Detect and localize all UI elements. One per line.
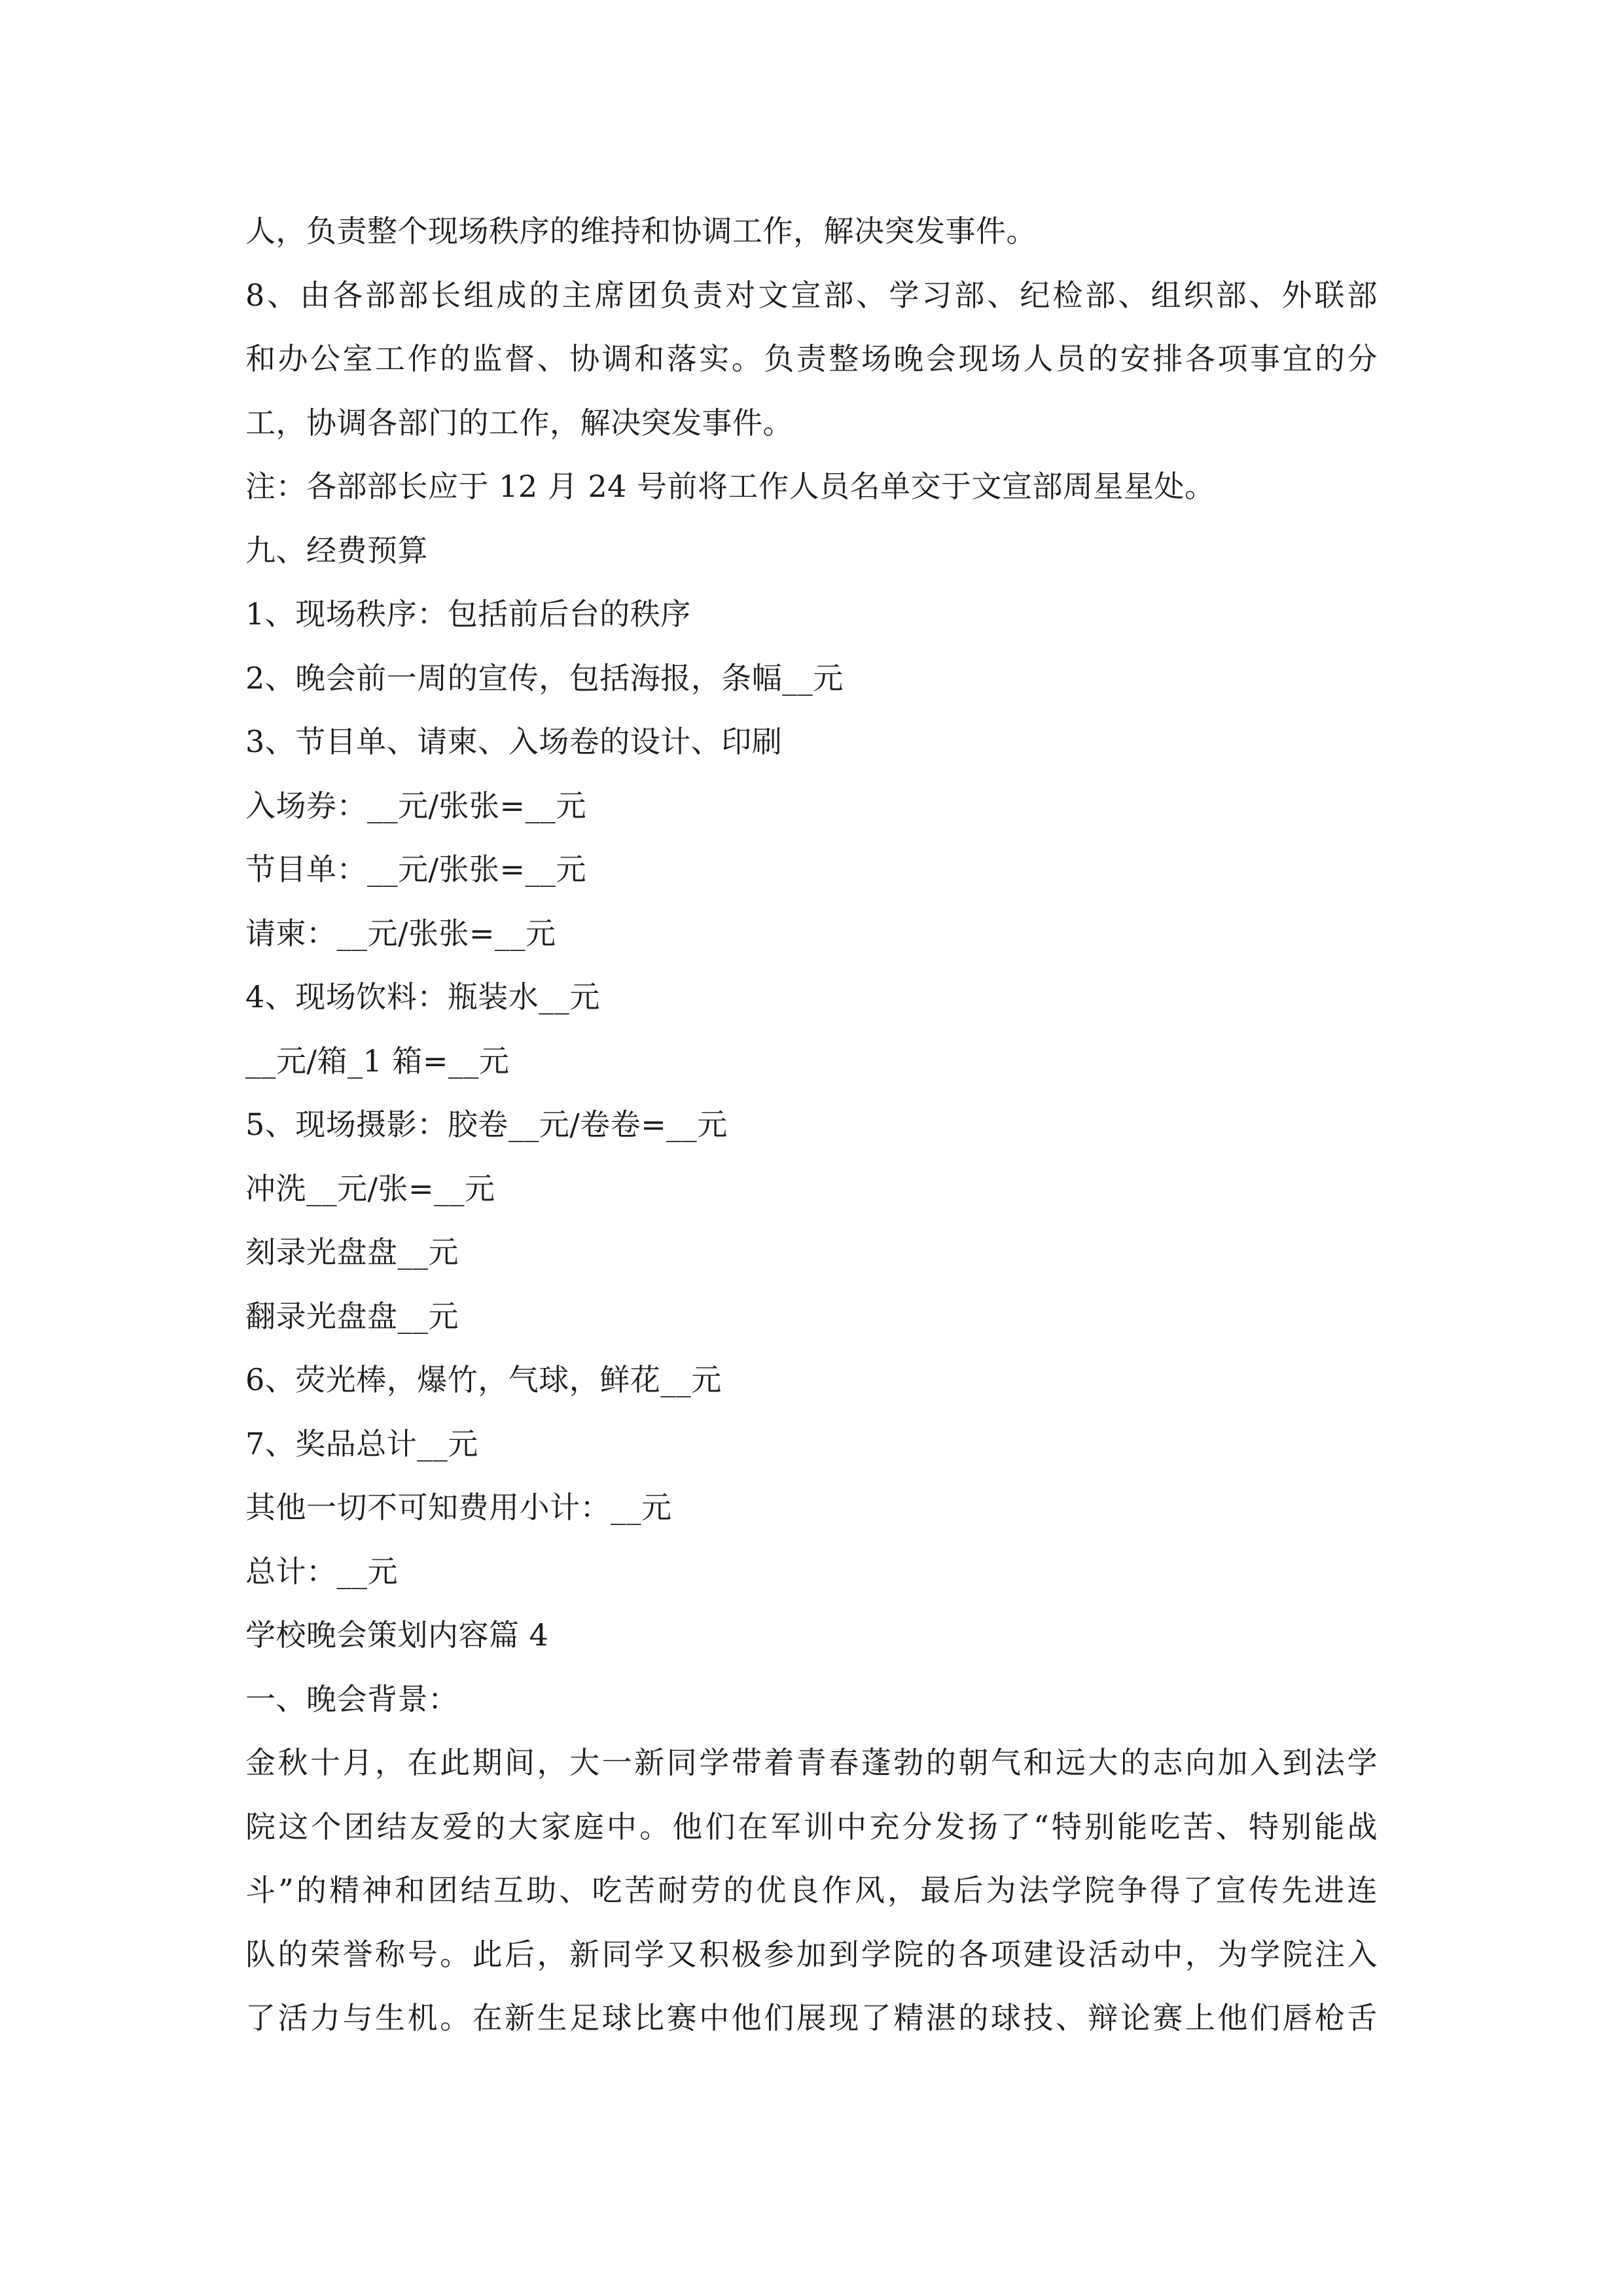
text-line: 7、奖品总计__元: [245, 1426, 478, 1462]
text-line: 入场券：__元/张张=__元: [245, 787, 587, 823]
text-line: 5、现场摄影：胶卷__元/卷卷=__元: [245, 1107, 728, 1142]
document-body: [245, 200, 1378, 2051]
text-line: 2、晚会前一周的宣传，包括海报，条幅__元: [245, 660, 844, 696]
text-line: 其他一切不可知费用小计：__元: [245, 1490, 672, 1525]
text-line: 工，协调各部门的工作，解决突发事件。: [245, 404, 793, 440]
text-line: 院这个团结友爱的大家庭中。他们在军训中充分发扬了“特别能吃苦、特别能战: [245, 1808, 1378, 1844]
text-line: 冲洗__元/张=__元: [245, 1170, 495, 1206]
text-line: 请柬：__元/张张=__元: [245, 915, 556, 951]
text-line: 刻录光盘盘__元: [245, 1234, 459, 1270]
section-heading: 一、晚会背景：: [245, 1681, 459, 1717]
text-line: 金秋十月，在此期间，大一新同学带着青春蓬勃的朝气和远大的志向加入到法学: [245, 1745, 1378, 1780]
text-line: 6、荧光棒，爆竹，气球，鲜花__元: [245, 1362, 722, 1397]
text-line: 斗”的精神和团结互助、吃苦耐劳的优良作风，最后为法学院争得了宣传先进连: [245, 1873, 1378, 1908]
text-line: 1、现场秩序：包括前后台的秩序: [245, 596, 691, 632]
text-line: 翻录光盘盘__元: [245, 1298, 459, 1334]
article-title: 学校晚会策划内容篇 4: [245, 1617, 549, 1653]
text-line: 4、现场饮料：瓶装水__元: [245, 979, 600, 1014]
text-line: 节目单：__元/张张=__元: [245, 852, 587, 887]
text-line: 队的荣誉称号。此后，新同学又积极参加到学院的各项建设活动中，为学院注入: [245, 1936, 1378, 1972]
text-line: 8、由各部部长组成的主席团负责对文宣部、学习部、纪检部、组织部、外联部: [245, 277, 1378, 313]
section-heading: 九、经费预算: [245, 532, 428, 568]
text-line: 了活力与生机。在新生足球比赛中他们展现了精湛的球技、辩论赛上他们唇枪舌: [245, 2000, 1378, 2036]
text-line: __元/箱_1 箱=__元: [245, 1043, 510, 1079]
text-line: 总计：__元: [245, 1553, 398, 1589]
text-line: 人，负责整个现场秩序的维持和协调工作，解决突发事件。: [245, 213, 1037, 249]
text-line: 和办公室工作的监督、协调和落实。负责整场晚会现场人员的安排各项事宜的分: [245, 341, 1378, 376]
text-line: 注：各部部长应于 12 月 24 号前将工作人员名单交于文宣部周星星处。: [245, 469, 1215, 504]
text-line: 3、节目单、请柬、入场卷的设计、印刷: [245, 724, 783, 759]
